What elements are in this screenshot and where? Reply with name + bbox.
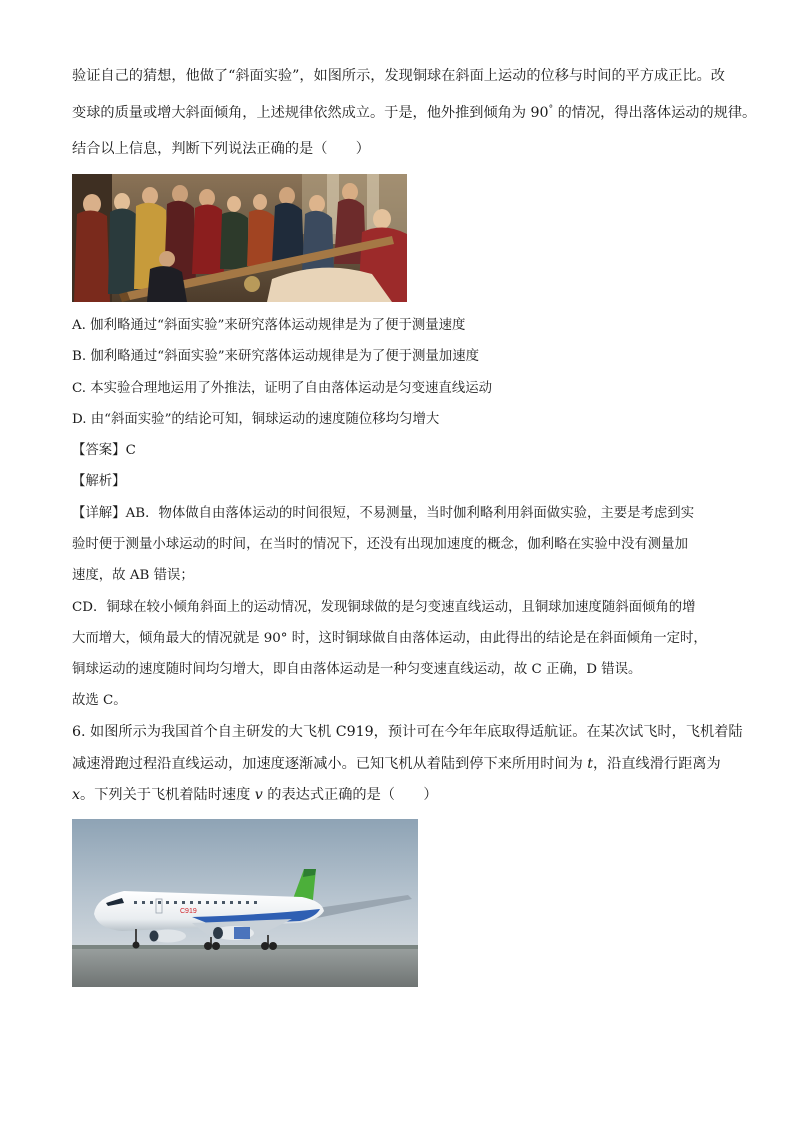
answer-value: C: [125, 443, 136, 458]
var-x: x: [72, 787, 81, 803]
var-v: v: [254, 787, 263, 803]
galileo-painting-image: [72, 174, 407, 302]
detail-line-2: 验时便于测量小球运动的时间，在当时的情况下，还没有出现加速度的概念，伽利略在实验中没有测量加: [72, 537, 688, 552]
detail-tag: 【详解】: [72, 506, 126, 521]
plane-livery-text: C919: [180, 908, 197, 915]
answer-tag: 【答案】: [72, 443, 126, 458]
answer-line: [72, 441, 136, 461]
option-d: D. 由“斜面实验”的结论可知，铜球运动的速度随位移均匀增大: [72, 412, 440, 427]
q6-line-2-text-a: 减速滑跑过程沿直线运动，加速度逐渐减小。已知飞机从着陆到停下来所用时间为: [72, 756, 588, 772]
detail-line-1: [72, 504, 694, 524]
var-t: t: [587, 756, 593, 772]
q5-line-2: [72, 103, 756, 123]
q6-line-2: [72, 754, 721, 774]
analysis-tag: 【解析】: [72, 474, 126, 489]
q6-line-2-text-b: ，沿直线滑行距离为: [592, 756, 721, 772]
degree-sup: °: [548, 104, 554, 115]
q6-line-3: [72, 785, 438, 805]
detail-text-1: AB．物体做自由落体运动的时间很短，不易测量，当时伽利略利用斜面做实验，主要是考虑到实: [125, 506, 695, 521]
option-a: A. 伽利略通过“斜面实验”来研究落体运动规律是为了便于测量速度: [72, 318, 466, 333]
detail-line-4: CD．铜球在较小倾角斜面上的运动情况，发现铜球做的是匀变速直线运动，且铜球加速度随斜面倾角的增: [72, 600, 696, 615]
c919-airplane-image: [72, 819, 418, 987]
option-c: C. 本实验合理地运用了外推法，证明了自由落体运动是匀变速直线运动: [72, 381, 492, 396]
option-b: B. 伽利略通过“斜面实验”来研究落体运动规律是为了便于测量加速度: [72, 349, 479, 364]
detail-line-5: 大而增大，倾角最大的情况就是 90° 时，这时铜球做自由落体运动，由此得出的结论是在斜面倾角一定时，: [72, 631, 707, 646]
conclusion-line: 故选 C。: [72, 693, 127, 708]
q6-line-3-text-b: 的表达式正确的是（ ）: [262, 787, 438, 803]
detail-line-3: 速度，故 AB 错误；: [72, 568, 194, 583]
q5-line-2-text-a: 变球的质量或增大斜面倾角，上述规律依然成立。于是，他外推到倾角为 90: [72, 105, 549, 121]
q5-line-1: 验证自己的猜想，他做了“斜面实验”，如图所示，发现铜球在斜面上运动的位移与时间的平方成正比。改: [72, 68, 725, 84]
q6-line-3-text-a: 。下列关于飞机着陆时速度: [80, 787, 255, 803]
q5-line-2-text-b: 的情况，得出落体运动的规律。: [553, 105, 757, 121]
q6-line-1: 6. 如图所示为我国首个自主研发的大飞机 C919，预计可在今年年底取得适航证。在某次试飞时，飞机着陆: [72, 724, 743, 740]
q5-line-3: 结合以上信息，判断下列说法正确的是（ ）: [72, 141, 370, 157]
detail-line-6: 铜球运动的速度随时间均匀增大，即自由落体运动是一种匀变速直线运动，故 C 正确，D 错误。: [72, 662, 642, 677]
